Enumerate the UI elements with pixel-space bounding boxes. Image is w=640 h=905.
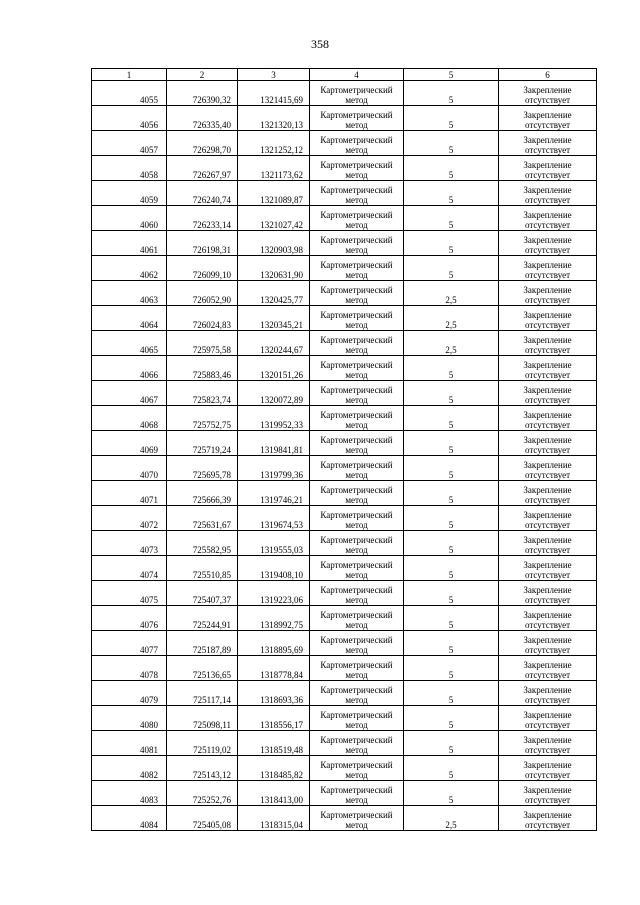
x-coordinate-cell: 726024,83 <box>167 306 238 331</box>
x-coordinate-cell: 726198,31 <box>167 231 238 256</box>
header-cell: 1 <box>92 69 167 81</box>
x-coordinate-cell: 725187,89 <box>167 631 238 656</box>
accuracy-cell: 5 <box>404 356 499 381</box>
y-coordinate-cell: 1321320,13 <box>238 106 310 131</box>
accuracy-cell: 5 <box>404 481 499 506</box>
point-id-cell: 4078 <box>92 656 167 681</box>
point-id-cell: 4072 <box>92 506 167 531</box>
accuracy-cell: 5 <box>404 81 499 106</box>
x-coordinate-cell: 725143,12 <box>167 756 238 781</box>
accuracy-cell: 5 <box>404 206 499 231</box>
table-row <box>92 531 597 556</box>
accuracy-cell: 5 <box>404 581 499 606</box>
accuracy-cell: 5 <box>404 681 499 706</box>
table-row <box>92 81 597 106</box>
point-id-cell: 4084 <box>92 806 167 831</box>
method-cell: Картометрический метод <box>310 456 404 481</box>
note-cell: Закрепление отсутствует <box>499 781 597 806</box>
accuracy-cell: 5 <box>404 431 499 456</box>
y-coordinate-cell: 1320631,90 <box>238 256 310 281</box>
note-cell: Закрепление отсутствует <box>499 756 597 781</box>
note-cell: Закрепление отсутствует <box>499 181 597 206</box>
y-coordinate-cell: 1320072,89 <box>238 381 310 406</box>
header-cell: 5 <box>404 69 499 81</box>
y-coordinate-cell: 1318315,04 <box>238 806 310 831</box>
method-cell: Картометрический метод <box>310 556 404 581</box>
table-row <box>92 181 597 206</box>
table-row <box>92 131 597 156</box>
table-row <box>92 481 597 506</box>
method-cell: Картометрический метод <box>310 131 404 156</box>
accuracy-cell: 5 <box>404 381 499 406</box>
accuracy-cell: 5 <box>404 181 499 206</box>
note-cell: Закрепление отсутствует <box>499 281 597 306</box>
y-coordinate-cell: 1318992,75 <box>238 606 310 631</box>
note-cell: Закрепление отсутствует <box>499 456 597 481</box>
table-row <box>92 381 597 406</box>
method-cell: Картометрический метод <box>310 656 404 681</box>
point-id-cell: 4079 <box>92 681 167 706</box>
table-row <box>92 781 597 806</box>
point-id-cell: 4060 <box>92 206 167 231</box>
x-coordinate-cell: 725823,74 <box>167 381 238 406</box>
y-coordinate-cell: 1318895,69 <box>238 631 310 656</box>
note-cell: Закрепление отсутствует <box>499 131 597 156</box>
point-id-cell: 4056 <box>92 106 167 131</box>
page-number: 358 <box>311 37 329 51</box>
note-cell: Закрепление отсутствует <box>499 606 597 631</box>
method-cell: Картометрический метод <box>310 406 404 431</box>
y-coordinate-cell: 1320244,67 <box>238 331 310 356</box>
accuracy-cell: 2,5 <box>404 281 499 306</box>
x-coordinate-cell: 725510,85 <box>167 556 238 581</box>
x-coordinate-cell: 726298,70 <box>167 131 238 156</box>
x-coordinate-cell: 726390,32 <box>167 81 238 106</box>
note-cell: Закрепление отсутствует <box>499 631 597 656</box>
note-cell: Закрепление отсутствует <box>499 481 597 506</box>
note-cell: Закрепление отсутствует <box>499 156 597 181</box>
method-cell: Картометрический метод <box>310 606 404 631</box>
x-coordinate-cell: 726335,40 <box>167 106 238 131</box>
table-row <box>92 731 597 756</box>
table-row <box>92 106 597 131</box>
note-cell: Закрепление отсутствует <box>499 231 597 256</box>
method-cell: Картометрический метод <box>310 356 404 381</box>
accuracy-cell: 2,5 <box>404 806 499 831</box>
method-cell: Картометрический метод <box>310 806 404 831</box>
method-cell: Картометрический метод <box>310 231 404 256</box>
table-row <box>92 256 597 281</box>
point-id-cell: 4075 <box>92 581 167 606</box>
table-row <box>92 356 597 381</box>
point-id-cell: 4062 <box>92 256 167 281</box>
x-coordinate-cell: 725975,58 <box>167 331 238 356</box>
x-coordinate-cell: 726233,14 <box>167 206 238 231</box>
header-row <box>92 69 597 81</box>
note-cell: Закрепление отсутствует <box>499 706 597 731</box>
method-cell: Картометрический метод <box>310 381 404 406</box>
accuracy-cell: 5 <box>404 456 499 481</box>
accuracy-cell: 5 <box>404 506 499 531</box>
point-id-cell: 4068 <box>92 406 167 431</box>
coordinates-table <box>91 68 597 831</box>
method-cell: Картометрический метод <box>310 681 404 706</box>
y-coordinate-cell: 1320345,21 <box>238 306 310 331</box>
y-coordinate-cell: 1320903,98 <box>238 231 310 256</box>
table-row <box>92 556 597 581</box>
accuracy-cell: 5 <box>404 156 499 181</box>
note-cell: Закрепление отсутствует <box>499 406 597 431</box>
y-coordinate-cell: 1318556,17 <box>238 706 310 731</box>
x-coordinate-cell: 725252,76 <box>167 781 238 806</box>
method-cell: Картометрический метод <box>310 581 404 606</box>
note-cell: Закрепление отсутствует <box>499 581 597 606</box>
method-cell: Картометрический метод <box>310 331 404 356</box>
table-row <box>92 281 597 306</box>
table-row <box>92 756 597 781</box>
note-cell: Закрепление отсутствует <box>499 331 597 356</box>
point-id-cell: 4083 <box>92 781 167 806</box>
x-coordinate-cell: 725117,14 <box>167 681 238 706</box>
accuracy-cell: 5 <box>404 756 499 781</box>
header-cell: 6 <box>499 69 597 81</box>
note-cell: Закрепление отсутствует <box>499 306 597 331</box>
table-row <box>92 431 597 456</box>
y-coordinate-cell: 1319408,10 <box>238 556 310 581</box>
accuracy-cell: 5 <box>404 656 499 681</box>
point-id-cell: 4076 <box>92 606 167 631</box>
accuracy-cell: 5 <box>404 606 499 631</box>
accuracy-cell: 2,5 <box>404 306 499 331</box>
method-cell: Картометрический метод <box>310 731 404 756</box>
method-cell: Картометрический метод <box>310 281 404 306</box>
accuracy-cell: 5 <box>404 531 499 556</box>
x-coordinate-cell: 725695,78 <box>167 456 238 481</box>
table-row <box>92 806 597 831</box>
table-row <box>92 156 597 181</box>
accuracy-cell: 5 <box>404 256 499 281</box>
point-id-cell: 4070 <box>92 456 167 481</box>
method-cell: Картометрический метод <box>310 206 404 231</box>
note-cell: Закрепление отсутствует <box>499 681 597 706</box>
note-cell: Закрепление отсутствует <box>499 356 597 381</box>
table-row <box>92 606 597 631</box>
point-id-cell: 4080 <box>92 706 167 731</box>
table-row <box>92 706 597 731</box>
note-cell: Закрепление отсутствует <box>499 531 597 556</box>
x-coordinate-cell: 726267,97 <box>167 156 238 181</box>
accuracy-cell: 5 <box>404 731 499 756</box>
accuracy-cell: 5 <box>404 631 499 656</box>
y-coordinate-cell: 1319799,36 <box>238 456 310 481</box>
method-cell: Картометрический метод <box>310 156 404 181</box>
table-row <box>92 206 597 231</box>
table-row <box>92 656 597 681</box>
table-row <box>92 231 597 256</box>
point-id-cell: 4067 <box>92 381 167 406</box>
accuracy-cell: 5 <box>404 406 499 431</box>
y-coordinate-cell: 1319952,33 <box>238 406 310 431</box>
note-cell: Закрепление отсутствует <box>499 81 597 106</box>
y-coordinate-cell: 1318519,48 <box>238 731 310 756</box>
point-id-cell: 4069 <box>92 431 167 456</box>
x-coordinate-cell: 726240,74 <box>167 181 238 206</box>
point-id-cell: 4082 <box>92 756 167 781</box>
accuracy-cell: 5 <box>404 556 499 581</box>
y-coordinate-cell: 1321173,62 <box>238 156 310 181</box>
accuracy-cell: 5 <box>404 706 499 731</box>
table-row <box>92 581 597 606</box>
table-row <box>92 456 597 481</box>
table-row <box>92 506 597 531</box>
x-coordinate-cell: 725719,24 <box>167 431 238 456</box>
point-id-cell: 4074 <box>92 556 167 581</box>
x-coordinate-cell: 725405,08 <box>167 806 238 831</box>
note-cell: Закрепление отсутствует <box>499 381 597 406</box>
point-id-cell: 4058 <box>92 156 167 181</box>
method-cell: Картометрический метод <box>310 481 404 506</box>
point-id-cell: 4081 <box>92 731 167 756</box>
method-cell: Картометрический метод <box>310 81 404 106</box>
table-row <box>92 331 597 356</box>
note-cell: Закрепление отсутствует <box>499 431 597 456</box>
x-coordinate-cell: 725582,95 <box>167 531 238 556</box>
point-id-cell: 4059 <box>92 181 167 206</box>
y-coordinate-cell: 1319223,06 <box>238 581 310 606</box>
y-coordinate-cell: 1319555,03 <box>238 531 310 556</box>
accuracy-cell: 5 <box>404 781 499 806</box>
method-cell: Картометрический метод <box>310 706 404 731</box>
y-coordinate-cell: 1318778,84 <box>238 656 310 681</box>
y-coordinate-cell: 1318413,00 <box>238 781 310 806</box>
method-cell: Картометрический метод <box>310 506 404 531</box>
y-coordinate-cell: 1321252,12 <box>238 131 310 156</box>
y-coordinate-cell: 1321027,42 <box>238 206 310 231</box>
accuracy-cell: 2,5 <box>404 331 499 356</box>
x-coordinate-cell: 726052,90 <box>167 281 238 306</box>
note-cell: Закрепление отсутствует <box>499 256 597 281</box>
x-coordinate-cell: 725119,02 <box>167 731 238 756</box>
point-id-cell: 4057 <box>92 131 167 156</box>
note-cell: Закрепление отсутствует <box>499 506 597 531</box>
method-cell: Картометрический метод <box>310 306 404 331</box>
note-cell: Закрепление отсутствует <box>499 731 597 756</box>
y-coordinate-cell: 1320151,26 <box>238 356 310 381</box>
y-coordinate-cell: 1319746,21 <box>238 481 310 506</box>
method-cell: Картометрический метод <box>310 256 404 281</box>
x-coordinate-cell: 725407,37 <box>167 581 238 606</box>
x-coordinate-cell: 725098,11 <box>167 706 238 731</box>
accuracy-cell: 5 <box>404 131 499 156</box>
y-coordinate-cell: 1320425,77 <box>238 281 310 306</box>
point-id-cell: 4077 <box>92 631 167 656</box>
x-coordinate-cell: 725136,65 <box>167 656 238 681</box>
method-cell: Картометрический метод <box>310 106 404 131</box>
method-cell: Картометрический метод <box>310 431 404 456</box>
x-coordinate-cell: 725666,39 <box>167 481 238 506</box>
x-coordinate-cell: 725752,75 <box>167 406 238 431</box>
x-coordinate-cell: 726099,10 <box>167 256 238 281</box>
point-id-cell: 4061 <box>92 231 167 256</box>
method-cell: Картометрический метод <box>310 181 404 206</box>
header-cell: 4 <box>310 69 404 81</box>
table-row <box>92 406 597 431</box>
x-coordinate-cell: 725631,67 <box>167 506 238 531</box>
header-cell: 3 <box>238 69 310 81</box>
point-id-cell: 4064 <box>92 306 167 331</box>
method-cell: Картометрический метод <box>310 531 404 556</box>
table-row <box>92 306 597 331</box>
method-cell: Картометрический метод <box>310 756 404 781</box>
point-id-cell: 4065 <box>92 331 167 356</box>
note-cell: Закрепление отсутствует <box>499 106 597 131</box>
method-cell: Картометрический метод <box>310 781 404 806</box>
table-row <box>92 631 597 656</box>
method-cell: Картометрический метод <box>310 631 404 656</box>
note-cell: Закрепление отсутствует <box>499 656 597 681</box>
table-row <box>92 681 597 706</box>
point-id-cell: 4055 <box>92 81 167 106</box>
note-cell: Закрепление отсутствует <box>499 806 597 831</box>
y-coordinate-cell: 1319841,81 <box>238 431 310 456</box>
y-coordinate-cell: 1321415,69 <box>238 81 310 106</box>
point-id-cell: 4063 <box>92 281 167 306</box>
x-coordinate-cell: 725883,46 <box>167 356 238 381</box>
y-coordinate-cell: 1318485,82 <box>238 756 310 781</box>
header-cell: 2 <box>167 69 238 81</box>
y-coordinate-cell: 1318693,36 <box>238 681 310 706</box>
accuracy-cell: 5 <box>404 106 499 131</box>
y-coordinate-cell: 1319674,53 <box>238 506 310 531</box>
accuracy-cell: 5 <box>404 231 499 256</box>
y-coordinate-cell: 1321089,87 <box>238 181 310 206</box>
point-id-cell: 4073 <box>92 531 167 556</box>
x-coordinate-cell: 725244,91 <box>167 606 238 631</box>
note-cell: Закрепление отсутствует <box>499 556 597 581</box>
note-cell: Закрепление отсутствует <box>499 206 597 231</box>
point-id-cell: 4066 <box>92 356 167 381</box>
point-id-cell: 4071 <box>92 481 167 506</box>
